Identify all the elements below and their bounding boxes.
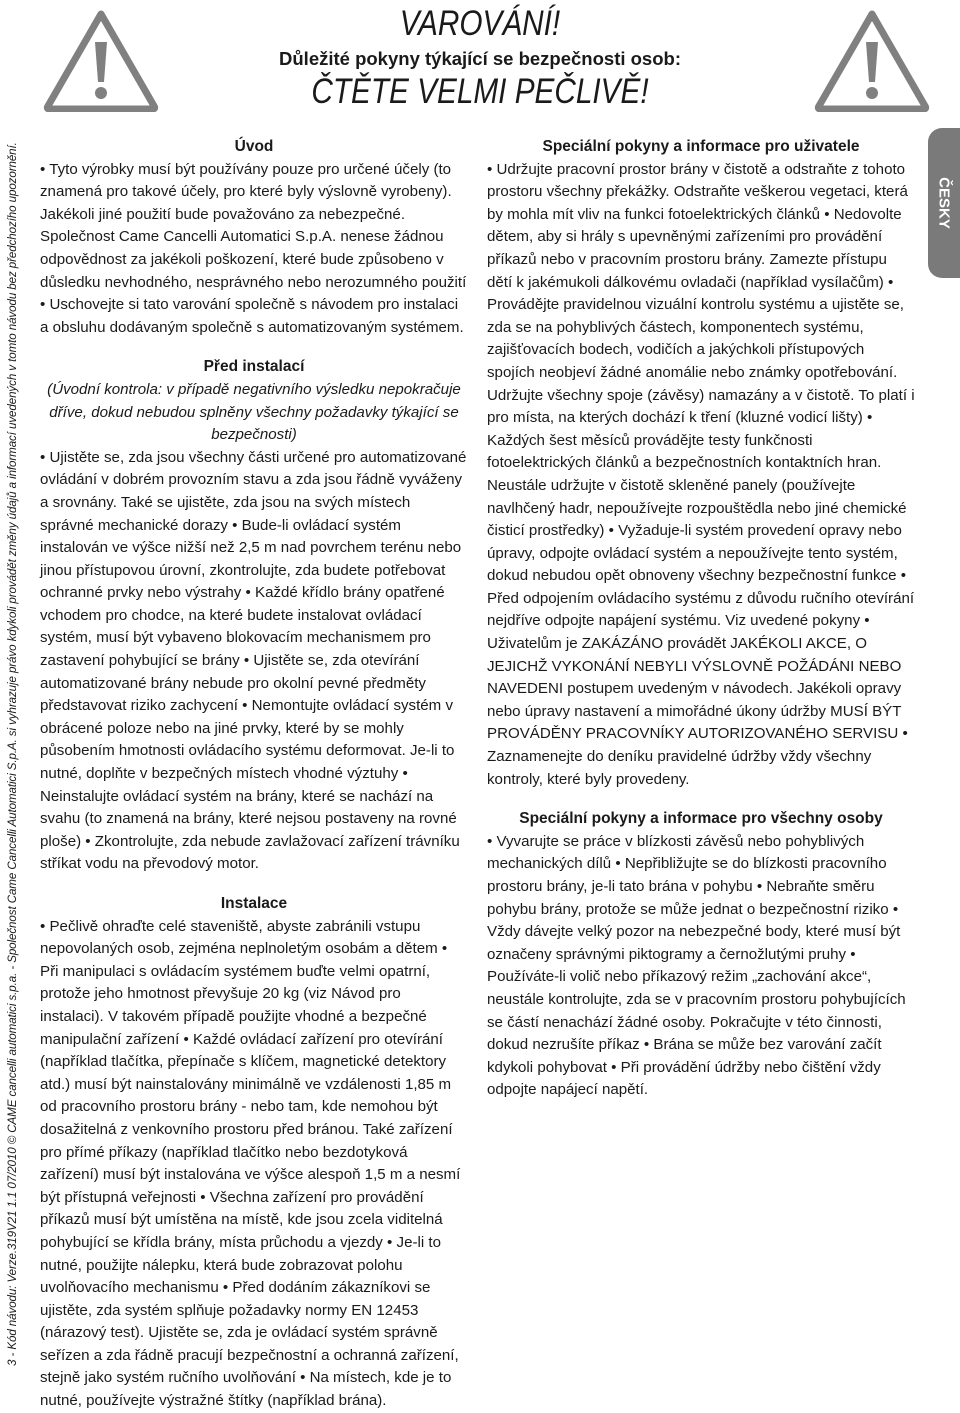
warning-title: VAROVÁNÍ! [399, 4, 561, 43]
user-instructions-text: • Udržujte pracovní prostor brány v čistotě a odstraňte z tohoto prostoru všechny překážky. Odstraňte veškerou vegetaci, která by mohla mít vliv na funkci fotoelektrických článků • Nedovolte dětem, aby si hrály s upevněnými zařízeními pro provádění příkazů nebo v pracovním prostoru brány. Zamezte přístupu dětí k jakémukoli dálkovému ovladači (například vysílačům) • Provádějte pravidelnou vizuální kontrolu systému a ujistěte se, zda se na pohyblivých částech, komponentech systému, zajišťovacích bodech, vodičích a jakýchkoli přístupových spojích neobjeví žádné anomálie nebo známky opotřebování. Udržujte všechny spoje (závěsy) namazány a v čistotě. To platí i pro místa, na kterých dochází k tření (kluzné vodicí lišty) • Každých šest měsíců provádějte testy funkčnosti fotoelektrických článků a bezpečnostních kontaktních hran. Neustále udržujte v čistotě skleněné panely (používejte navlhčený hadr, nepoužívejte rozpouštědla nebo jiné chemické čisticí prostředky) • Vyžaduje-li systém provedení opravy nebo úpravy, odpojte ovládací systém a nepoužívejte tento systém, dokud nebudou opět obnoveny všechny bezpečnostní funkce • Před odpojením ovládacího systému z důvodu ručního otevírání nejdříve odpojte napájení systému. Viz uvedené pokyny • Uživatelům je ZAKÁZÁNO provádět JAKÉKOLI AKCE, O JEJICHŽ VYKONÁNÍ NEBYLI VÝSLOVNĚ POŽÁDÁNI NEBO NAVEDENI postupem uvedeným v návodech. Jakékoli opravy nebo úpravy nastavení a mimořádné úkony údržby MUSÍ BÝT PROVÁDĚNY PRACOVNÍKY AUTORIZOVANÉHO SERVISU • Zaznamenejte do deníku pravidelné údržby vždy všechny kontroly, které byly provedeny. [487, 160, 915, 788]
left-column [40, 136, 468, 1413]
intro-heading: Úvod [234, 138, 274, 155]
warning-subtitle: Důležité pokyny týkající se bezpečnosti osob: [279, 48, 681, 69]
before-install-heading: Před instalací [203, 358, 305, 376]
language-tab-label: ČESKY [935, 177, 953, 229]
language-tab [928, 128, 960, 278]
read-carefully-title: ČTĚTE VELMI PEČLIVĚ! [311, 72, 649, 111]
right-column [487, 136, 915, 1102]
install-text: • Pečlivě ohraďte celé staveniště, abyste zabránili vstupu nepovolaných osob, zejména neplnoletým osobám a dětem • Při manipulaci s ovládacím systémem buďte velmi opatrní, protože jeho hmotnost převyšuje 20 kg (viz Návod pro instalaci). V takovém případě použijte vhodné a bezpečné manipulační zařízení • Každé ovládací zařízení pro otevírání (například tlačítka, přepínače s klíčem, magnetické detektory atd.) musí být nainstalovány minimálně ve vzdálenosti 1,85 m od pracovního prostoru brány - nebo tam, kde nemohou být dosažitelná z venkovního prostoru před bránou. Také zařízení pro přímé příkazy (například tlačítko nebo bezdotyková zařízení) musí být instalována ve výšce alespoň 1,5 m a nesmí být přístupná veřejnosti • Všechna zařízení pro provádění příkazů musí být umístěna na místě, kde jsou zcela viditelná pohybující se křídla brány, místa průchodu a vjezdy • Je-li to nutné, použijte nálepku, která bude zobrazovat polohu uvolňovacího mechanismu • Před dodáním zákazníkovi se ujistěte, zda systém splňuje požadavky normy EN 12453 (nárazový test). Ujistěte se, zda je ovládací systém správně seřízen a zda řádně pracují bezpečnostní a ochranná zařízení, stejně jako systém ručního uvolňování • Na místech, kde je to nutné, používejte výstražné štítky (například brána). [40, 917, 461, 1410]
all-persons-text: • Vyvarujte se práce v blízkosti závěsů nebo pohyblivých mechanických dílů • Nepřibližujte se do blízkosti pracovního prostoru brány, je-li tato brána v pohybu • Nebraňte směru pohybu brány, protože se může jednat o bezpečnostní riziko • Vždy dávejte velký pozor na nebezpečné body, které musí být označeny správnými piktogramy a černožlutými pruhy • Používáte-li volič nebo příkazový režim „zachování akce“, neustále kontrolujte, zda se v pracovním prostoru pohybujících se částí nenachází žádné osoby. Pokračujte v této činnosti, dokud nezrušíte příkaz • Brána se může bez varování začít kdykoli pohybovat • Při provádění údržby nebo čištění vždy odpojte napájecí napětí. [487, 832, 906, 1099]
intro-text: • Tyto výrobky musí být používány pouze pro určené účely (to znamená pro takové účely, pro které byly výslovně vyrobeny). Jakékoli jiné použití bude považováno za nebezpečné. Společnost Came Cancelli Automatici S.p.A. nenese žádnou odpovědnost za jakékoli poškození, které bude způsobeno v důsledku nevhodného, nesprávného nebo nerozumného použití • Uschovejte si tato varování společně s návodem pro instalaci a obsluhu dodávaným společně s automatizovaným systémem. [40, 160, 467, 336]
before-install-note: (Úvodní kontrola: v případě negativního výsledku nepokračuje dříve, dokud nebudou splněny všechny požadavky týkající se bezpečnosti) [47, 380, 461, 444]
install-heading: Instalace [220, 895, 288, 912]
user-instructions-heading: Speciální pokyny a informace pro uživatele [542, 138, 860, 155]
side-legal-note: 3 - Kód návodu: Verze.319V21 1.1 07/2010 © CAME cancelli automatici s.p.a. - Společnost Came Cancelli Automatici S.p.A. si vyhrazuje právo kdykoli provádět změny údajů a informací uvedených v tomto návodu bez předchozího upozornění. [6, 142, 19, 1366]
before-install-text: • Ujistěte se, zda jsou všechny části určené pro automatizované ovládání v dobrém provozním stavu a zda jsou řádně vyváženy a srovnány. Také se ujistěte, zda jsou na svých místech správné mechanické dorazy • Bude-li ovládací systém instalován ve výšce nižší než 2,5 m nad povrchem terénu nebo jinou přístupovou úrovní, zkontrolujte, zda budete potřebovat ochranné prvky nebo výstrahy • Každé křídlo brány opatřené vchodem pro chodce, na které budete instalovat ovládací systém, musí být vybaveno blokovacím mechanismem pro zastavení pohybující se brány • Ujistěte se, zda otevírání automatizované brány nebude pro okolní pevné předměty představovat riziko zachycení • Nemontujte ovládací systém v obrácené poloze nebo na jiné prvky, které by se mohly působením hmotnosti ovládacího systému deformovat. Je-li to nutné, doplňte v bezpečných místech vhodné výztuhy • Neinstalujte ovládací systém na brány, které se nachází na svahu (to znamená na brány, které nejsou postaveny na rovné ploše) • Zkontrolujte, zda nebude zavlažovací zařízení trávníku stříkat vodu na převodový motor. [40, 448, 467, 873]
all-persons-heading: Speciální pokyny a informace pro všechny osoby [519, 810, 883, 828]
